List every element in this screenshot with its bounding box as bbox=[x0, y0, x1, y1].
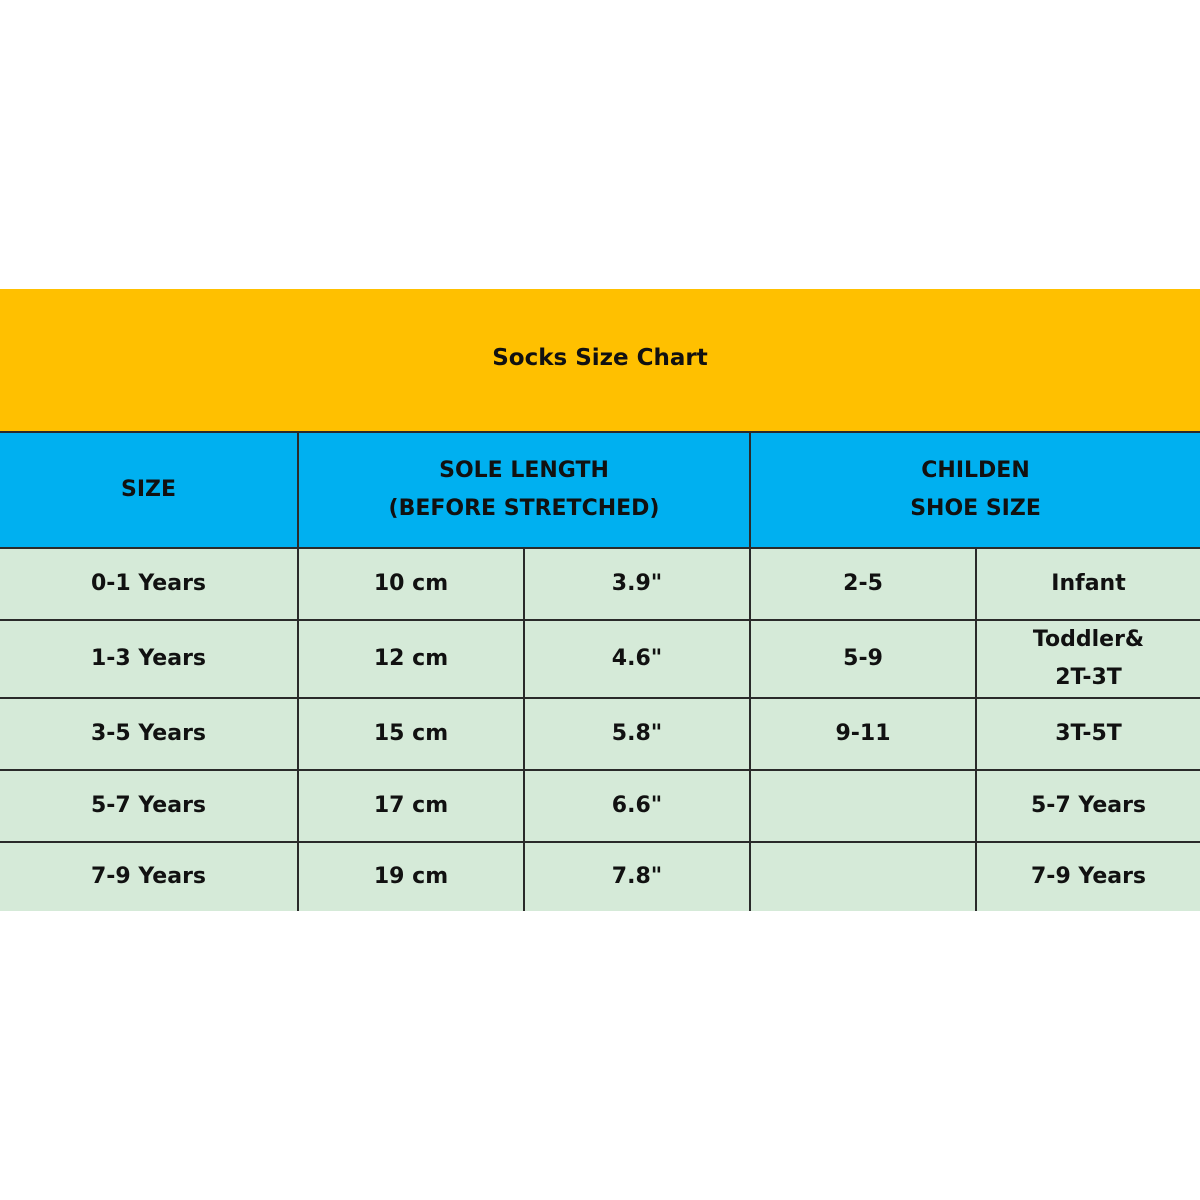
sole-inch-cell: 7.8" bbox=[524, 842, 750, 911]
size-header: SIZE bbox=[0, 433, 298, 548]
sole-inch-cell: 4.6" bbox=[524, 620, 750, 698]
shoe-label-cell bbox=[976, 698, 1200, 770]
shoe-label-line2: 2T-3T bbox=[1055, 665, 1122, 690]
sole-cm-cell: 19 cm bbox=[298, 842, 524, 911]
table-row bbox=[0, 842, 1200, 911]
shoe-number-cell bbox=[750, 842, 976, 911]
shoe-label-line1: 3T-5T bbox=[1055, 721, 1122, 746]
shoe-label-line1: Toddler& bbox=[1032, 627, 1145, 652]
size-cell: 5-7 Years bbox=[0, 770, 298, 842]
shoe-label-line1: 7-9 Years bbox=[1031, 864, 1147, 889]
sole-cm-cell: 17 cm bbox=[298, 770, 524, 842]
title-band bbox=[0, 289, 1200, 433]
sole-cm-cell: 10 cm bbox=[298, 548, 524, 620]
table-row bbox=[0, 698, 1200, 770]
size-cell: 0-1 Years bbox=[0, 548, 298, 620]
shoe-label-cell bbox=[976, 770, 1200, 842]
table-row bbox=[0, 620, 1200, 698]
size-chart bbox=[0, 289, 1200, 911]
shoe-size-header-line1: CHILDEN bbox=[921, 458, 1030, 483]
sole-inch-cell: 3.9" bbox=[524, 548, 750, 620]
sole-cm-cell: 15 cm bbox=[298, 698, 524, 770]
shoe-label-line1: Infant bbox=[1051, 571, 1126, 596]
size-cell: 7-9 Years bbox=[0, 842, 298, 911]
chart-title: Socks Size Chart bbox=[492, 345, 708, 371]
shoe-number-cell: 5-9 bbox=[750, 620, 976, 698]
sole-cm-cell: 12 cm bbox=[298, 620, 524, 698]
shoe-label-cell bbox=[976, 548, 1200, 620]
size-table bbox=[0, 433, 1200, 911]
shoe-number-cell bbox=[750, 770, 976, 842]
shoe-size-header-line2: SHOE SIZE bbox=[910, 496, 1041, 521]
sole-length-header-line1: SOLE LENGTH bbox=[439, 458, 609, 483]
table-row bbox=[0, 548, 1200, 620]
shoe-label-line1: 5-7 Years bbox=[1031, 793, 1147, 818]
shoe-size-header bbox=[750, 433, 1200, 548]
table-row bbox=[0, 770, 1200, 842]
shoe-number-cell: 2-5 bbox=[750, 548, 976, 620]
header-row bbox=[0, 433, 1200, 548]
shoe-label-cell bbox=[976, 620, 1200, 698]
sole-length-header bbox=[298, 433, 750, 548]
shoe-number-cell: 9-11 bbox=[750, 698, 976, 770]
size-cell: 3-5 Years bbox=[0, 698, 298, 770]
size-cell: 1-3 Years bbox=[0, 620, 298, 698]
sole-inch-cell: 5.8" bbox=[524, 698, 750, 770]
sole-length-header-line2: (BEFORE STRETCHED) bbox=[388, 496, 660, 521]
sole-inch-cell: 6.6" bbox=[524, 770, 750, 842]
shoe-label-cell bbox=[976, 842, 1200, 911]
